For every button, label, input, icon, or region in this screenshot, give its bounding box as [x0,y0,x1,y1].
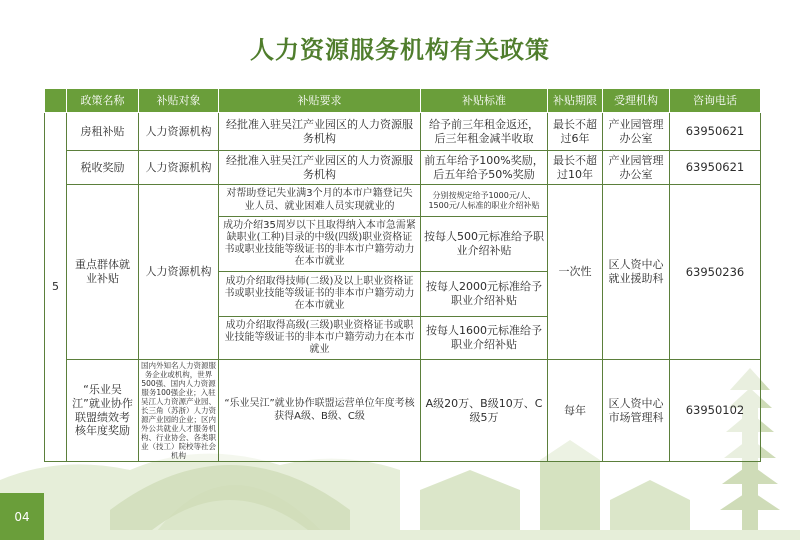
subsidy-standard: 前五年给予100%奖励，后五年给予50%奖励 [421,151,548,185]
page-title: 人力资源服务机构有关政策 [250,36,550,64]
table-row-tax-reward [45,151,761,185]
subsidy-target: 人力资源机构 [139,113,219,151]
subsidy-period: 一次性 [548,185,603,360]
policy-name: “乐业吴江”就业协作联盟绩效考核年度奖励 [67,360,139,462]
table-row-alliance-reward [45,360,761,462]
subsidy-target: 人力资源机构 [139,185,219,360]
contact-phone: 63950102 [670,360,761,462]
subsidy-requirement: 对帮助登记失业满3个月的本市户籍登记失业人员、就业困难人员实现就业的 [219,185,421,217]
contact-phone: 63950621 [670,151,761,185]
subsidy-target: 人力资源机构 [139,151,219,185]
contact-phone: 63950236 [670,185,761,360]
handling-agency: 产业园管理办公室 [603,113,670,151]
handling-agency: 区人资中心就业援助科 [603,185,670,360]
subsidy-requirement: “乐业吴江”就业协作联盟运营单位年度考核获得A级、B级、C级 [219,360,421,462]
column-header-index [45,89,67,113]
subsidy-standard: 给予前三年租金返还，后三年租金减半收取 [421,113,548,151]
column-header-standard: 补贴标准 [421,89,548,113]
handling-agency: 区人资中心市场管理科 [603,360,670,462]
subsidy-requirement: 经批准入驻吴江产业园区的人力资源服务机构 [219,113,421,151]
subsidy-target: 国内外知名人力资源服务企业或机构，世界500强、国内人力资源服务100强企业；入驻吴江人力资源产业园、长三角（苏浙）人力资源产业园的企业；区内外公共就业人才服务机构、行业协会、各类职业（技工）院校等社会机构 [139,360,219,462]
policy-name: 房租补贴 [67,113,139,151]
column-header-requirement: 补贴要求 [219,89,421,113]
policy-name: 税收奖励 [67,151,139,185]
subsidy-standard: 按每人2000元标准给予职业介绍补贴 [421,272,548,317]
subsidy-standard: 按每人1600元标准给予职业介绍补贴 [421,317,548,360]
subsidy-standard: A级20万、B级10万、C级5万 [421,360,548,462]
subsidy-requirement: 成功介绍35周岁以下且取得纳入本市急需紧缺职业(工种)目录的中级(四级)职业资格证书或职业技能等级证书的非本市户籍劳动力在本市就业 [219,217,421,272]
contact-phone: 63950621 [670,113,761,151]
group-number: 5 [45,113,67,462]
table-row-rent-subsidy [45,113,761,151]
subsidy-requirement: 经批准入驻吴江产业园区的人力资源服务机构 [219,151,421,185]
page-number: 04 [0,493,44,540]
policy-table [44,88,761,462]
column-header-agency: 受理机构 [603,89,670,113]
column-header-phone: 咨询电话 [670,89,761,113]
table-row-employment-1 [45,185,761,217]
subsidy-requirement: 成功介绍取得高级(三级)职业资格证书或职业技能等级证书的非本市户籍劳动力在本市就业 [219,317,421,360]
subsidy-period: 最长不超过6年 [548,113,603,151]
table-header-row [45,89,761,113]
column-header-period: 补贴期限 [548,89,603,113]
subsidy-standard: 分别按规定给予1000元/人、1500元/人标准的职业介绍补贴 [421,185,548,217]
subsidy-period: 每年 [548,360,603,462]
column-header-target: 补贴对象 [139,89,219,113]
subsidy-requirement: 成功介绍取得技师(二级)及以上职业资格证书或职业技能等级证书的非本市户籍劳动力在本市就业 [219,272,421,317]
subsidy-standard: 按每人500元标准给予职业介绍补贴 [421,217,548,272]
policy-name: 重点群体就业补贴 [67,185,139,360]
subsidy-period: 最长不超过10年 [548,151,603,185]
handling-agency: 产业园管理办公室 [603,151,670,185]
column-header-policy-name: 政策名称 [67,89,139,113]
